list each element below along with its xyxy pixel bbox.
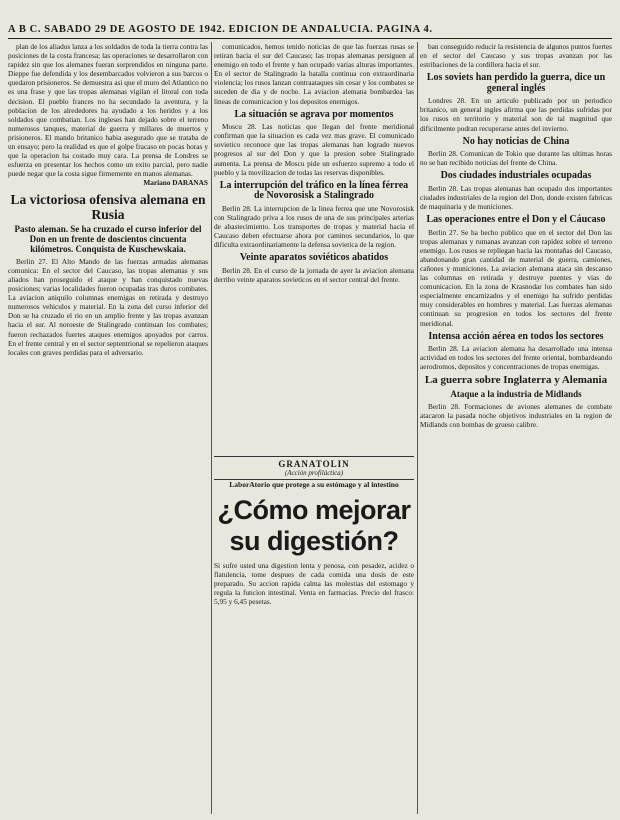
headline-operaciones: Las operaciones entre el Don y el Cáucaso [426, 214, 606, 226]
article-intro-text: plan de los aliados lanza a los soldados de toda la tierra contra las posiciones de la costa francesa; las operaciones se desarrollaron con rapidez sin que los alemanes fueran sorprendidos en ninguna parte. Dieppe fue defendida y los desembarcados volvieron a sus barcos o quedaron prisioneros. Se demuestra asi que el muro del Atlantico no es una frase y que las tropas alemanas vigilan el litoral con toda decision. El pueblo frances no ha secundado la aventura, y la poblacion de los alrededores ha ayudado a los heridos y a los soldados que combatian. Los ingleses han dejado sobre el terreno numerosos tanques, material de guerra y millares de muertos y prisioneros. El mando britanico habia asegurado que se trataba de un ensayo; pero la realidad es que el golpe fracaso en pocas horas y que la operacion ha costado muy cara. La prensa de Londres se esfuerza en presentar los hechos como un exito parcial, pero nadie puede negar que la costa sigue firmemente en manos alemanas. [8, 42, 208, 179]
article-china [420, 149, 612, 167]
ad-headline [214, 495, 414, 557]
article-interrupcion-text: Berlin 28. La interrupcion de la linea ferrea que une Novorosisk con Stalingrado priva a los rusos de una de sus principales arterias de abastecimiento. Los transportes de tropas y material hacia el Caucaso deben efectuarse ahora por caminos secundarios, lo que dificulta extraordinariamente la defensa sovietica de la region. [214, 203, 414, 250]
column-right [420, 42, 612, 816]
article-ofensiva [8, 257, 208, 357]
article-china-text: Berlin 28. Comunican de Tokio que durante las ultimas horas no se han recibido noticias del frente de China. [420, 149, 612, 168]
headline-accion-aerea: Intensa acción aérea en todos los sectores [428, 330, 604, 342]
headline-china: No hay noticias de China [462, 135, 570, 147]
headline-guerra: La guerra sobre Inglaterra y Alemania [424, 374, 608, 387]
advertisement [214, 456, 414, 606]
article-operaciones-text: Berlin 27. Se ha hecho publico que en el sector del Don las tropas alemanas y rumanas avanzan con rapidez sobre el terreno enemigo. Los rusos se repliegan hacia las montañas del Caucaso, abandonando gran cantidad de material de guerra, camiones, cañones y municiones. La aviacion alemana ataca sin descanso las columnas en retirada y destruye puentes y vias de comunicacion. En la zona de Krasnodar los combates han sido especialmente encarnizados y el enemigo ha sufrido perdidas muy considerables en hombres y material. Las fuerzas alemanas continuan su progresion en todos los sectores del frente meridional. [420, 227, 612, 328]
article-accion-aerea [420, 344, 612, 371]
ad-headline-line2: su digestión? [229, 526, 399, 556]
article-guerra-text: Berlin 28. Formaciones de aviones alemanes de combate atacaron la pasada noche objetivos industriales en la region de Midlands con bombas de grueso calibre. [420, 401, 612, 430]
article-aviones-text: Berlin 28. En el curso de la jornada de ayer la aviacion alemana derribo veinte aparatos sovieticos en el sector central del frente. [214, 265, 414, 284]
column-left [8, 42, 208, 816]
headline-aviones: Veinte aparatos soviéticos abatidos [239, 252, 389, 264]
article-interrupcion [214, 204, 414, 249]
headline-situacion: La situación se agrava por momentos [234, 108, 394, 120]
article-intro [8, 42, 208, 178]
ad-body: Si sufre usted una digestion lenta y penosa, con pesadez, acidez o flatulencia, tome despues de cada comida una dosis de este preparado. Su accion rapida calma las molestias del estomago y regula la funcion intestinal. Venta en farmacias. Precio del frasco: 5,95 y 6,45 pesetas. [214, 561, 414, 607]
article-middle-top-text: comunicados, hemos tenido noticias de que las fuerzas rusas se retiran hacia el sur del Caucaso; las tropas alemanas persiguen al enemigo en todo el frente y han ocupado varias alturas importantes. En el sector de Stalingrado la batalla continua con extraordinaria violencia; los rusos lanzan contraataques sin cesar y los combates se suceden de dia y de noche. La aviacion alemana bombardea las lineas de comunicacion y los depositos enemigos. [214, 42, 414, 106]
ad-banner [214, 456, 414, 480]
article-guerra [420, 402, 612, 429]
article-soviets-text: Londres 28. En un articulo publicado por un periodico britanico, un general ingles afirma que las perdidas sufridas por los rusos en territorio y material son de tal magnitud que dificilmente podran recuperarse antes del invierno. [420, 96, 612, 133]
headline-soviets: Los soviets han perdido la guerra, dice un general inglés [426, 72, 606, 94]
article-soviets [420, 96, 612, 132]
ad-note: (Acción profiláctica) [284, 469, 344, 477]
article-situacion [214, 122, 414, 177]
headline-ofensiva: La victoriosa ofensiva alemana en Rusia [10, 192, 206, 222]
subheadline-guerra: Ataque a la industria de Midlands [450, 388, 582, 399]
page-header: A B C. SABADO 29 DE AGOSTO DE 1942. EDICION DE ANDALUCIA. PAGINA 4. [8, 24, 612, 39]
article-ciudades [420, 184, 612, 211]
article-signature: Mariano DARANAS [143, 178, 208, 188]
ad-headline-line1: ¿Cómo mejorar [217, 495, 411, 525]
article-accion-aerea-text: Berlin 28. La aviacion alemana ha desarrollado una intensa actividad en todos los sectores del frente oriental, bombardeando aerodromos, depositos y concentraciones de tropas enemigas. [420, 344, 612, 372]
article-operaciones [420, 228, 612, 328]
ad-brand: GRANATOLIN [278, 459, 350, 469]
headline-ciudades: Dos ciudades industriales ocupadas [440, 170, 592, 182]
article-right-top-text: ban conseguido reducir la resistencia de algunos puntos fuertes en el sector del Caucaso y sus tropas avanzan por las estribaciones de la cordillera hacia el sur. [420, 42, 612, 70]
column-middle [214, 42, 414, 454]
article-ofensiva-text: Berlin 27. El Alto Mando de las fuerzas armadas alemanas comunica: En el sector del Caucaso, las tropas alemanas y sus aliados han proseguido el ataque y han conquistado nuevas posiciones; varias localidades fueron ocupadas tras duros combates. La aviacion aniquilo columnas enemigas en retirada y destruyo numerosos vehiculos y material. En la zona del curso inferior del Don se ha cruzado el rio en un amplio frente y las tropas avanzan hacia el sur. Al noroeste de Stalingrado continuan los combates; fueron rechazados fuertes ataques enemigos apoyados por carros. En el frente central y en el sector septentrional se repelieron ataques locales con graves perdidas para el adversario. [8, 256, 208, 357]
article-ciudades-text: Berlin 28. Las tropas alemanas han ocupado dos importantes ciudades industriales de la region del Don, donde existen fabricas de maquinaria y de municiones. [420, 183, 612, 212]
subheadline-ofensiva: Pasto aleman. Se ha cruzado el curso inferior del Don en un frente de doscientos cincuenta kilómetros. Conquista de Kuschewskaia. [14, 223, 202, 254]
headline-interrupcion: La interrupción del tráfico en la línea férrea de Novorosisk a Stalingrado [219, 179, 409, 202]
column-rule [417, 42, 418, 814]
ad-tagline: LaborAtorio que protege a su estómago y al intestino [229, 480, 399, 489]
article-aviones [214, 266, 414, 284]
article-situacion-text: Moscu 28. Las noticias que llegan del frente meridional confirman que la situacion es cada vez mas grave. El comunicado sovietico reconoce que las tropas alemanas han logrado nuevos progresos al sur del Don y que la presion sobre Stalingrado aumenta. La prensa de Moscu pide un esfuerzo supremo a todo el pueblo y la movilizacion de todas las reservas disponibles. [214, 122, 414, 177]
column-rule [211, 42, 212, 814]
article-right-top [420, 42, 612, 69]
article-middle-top [214, 42, 414, 106]
